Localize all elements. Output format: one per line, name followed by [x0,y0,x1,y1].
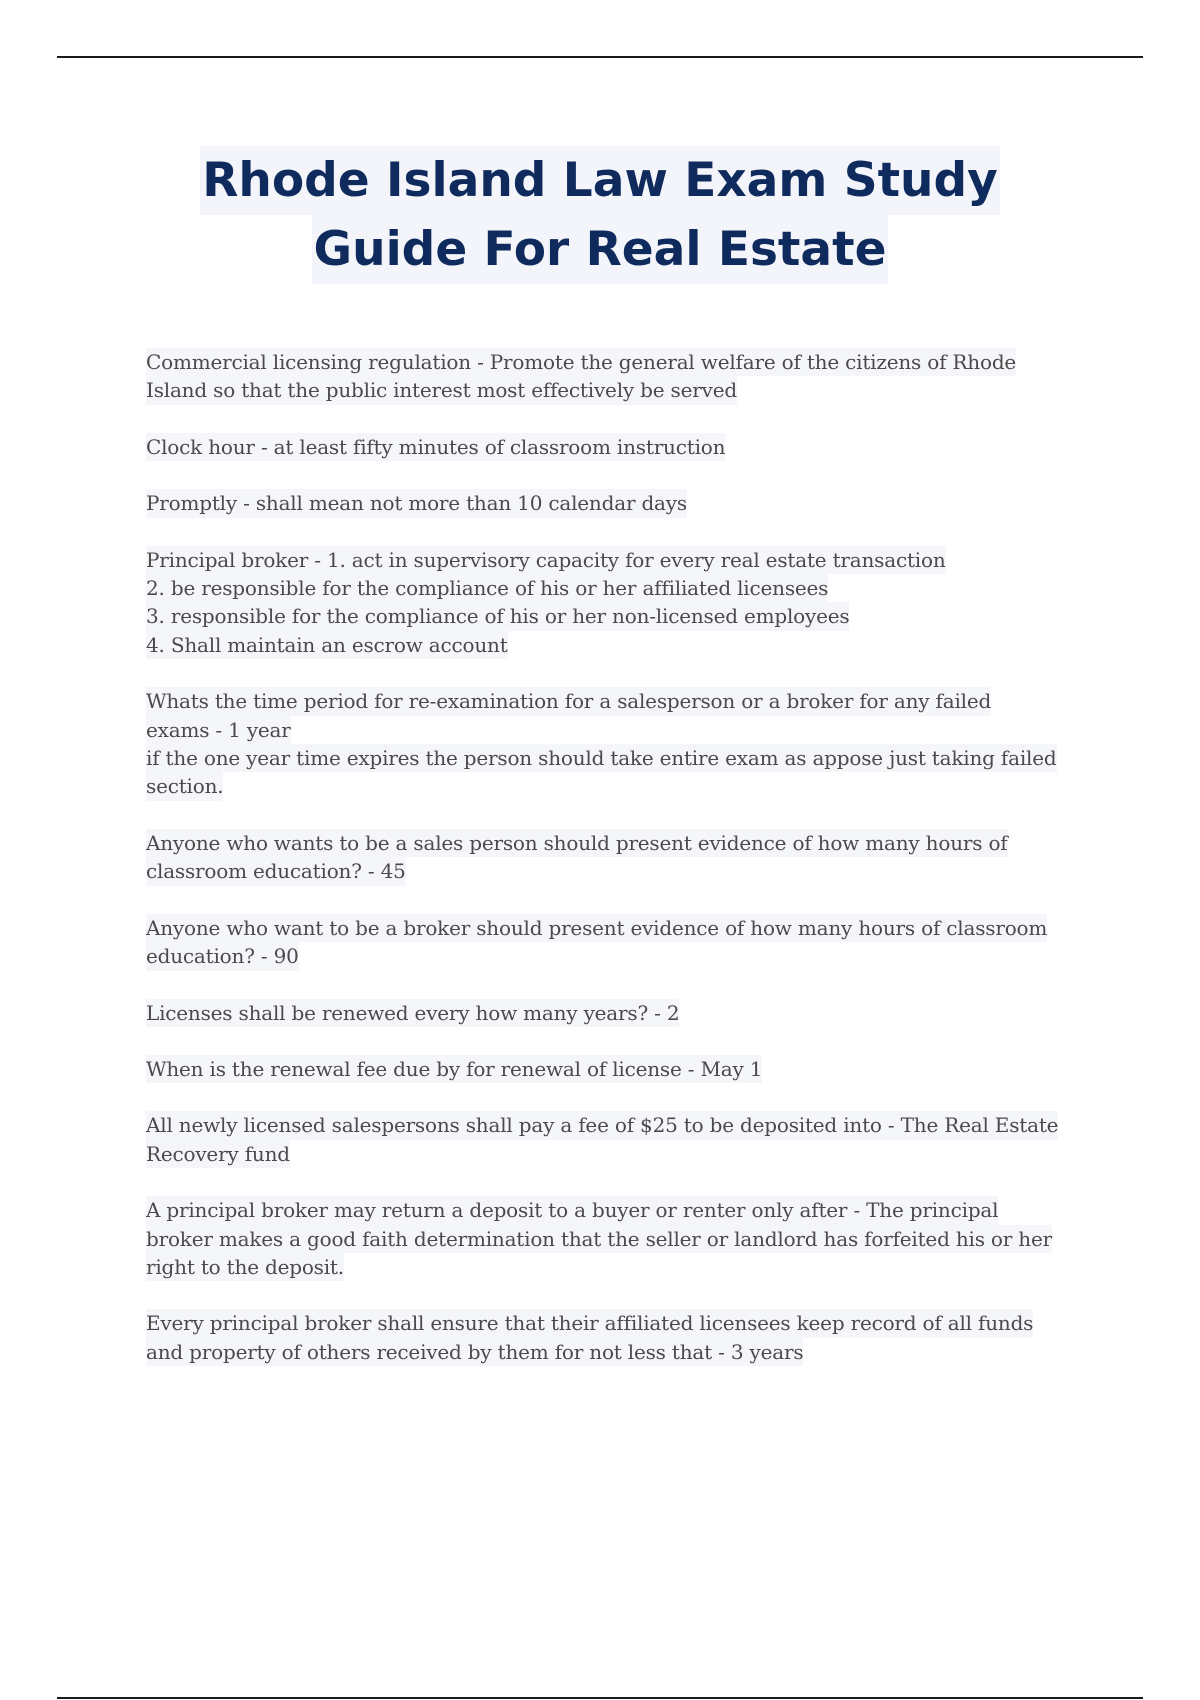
entry-text-line: All newly licensed salespersons shall pay a fee of $25 to be deposited into - The Real Estate [146,1111,1058,1139]
entry-text-line: 3. responsible for the compliance of his or her non-licensed employees [146,602,849,630]
study-entry [146,546,1086,660]
study-entry [146,1055,1086,1083]
entry-text-line: 4. Shall maintain an escrow account [146,631,508,659]
study-entry [146,914,1086,971]
entry-text-line: and property of others received by them for not less that - 3 years [146,1338,803,1366]
entry-text-line: exams - 1 year [146,716,291,744]
study-entry [146,1111,1086,1168]
entry-text-line: education? - 90 [146,942,299,970]
entry-text-line: Anyone who want to be a broker should present evidence of how many hours of classroom [146,914,1047,942]
study-entry [146,1196,1086,1281]
bottom-rule [57,1697,1143,1699]
entry-text-line: if the one year time expires the person should take entire exam as appose just taking failed [146,744,1057,772]
entry-text-line: Licenses shall be renewed every how many years? - 2 [146,999,679,1027]
title-line-2: Guide For Real Estate [312,215,889,284]
study-entry [146,829,1086,886]
entry-text-line: section. [146,772,223,800]
study-entry [146,999,1086,1027]
entry-text-line: right to the deposit. [146,1253,344,1281]
top-rule [57,56,1143,58]
study-entry [146,1309,1086,1366]
study-entry [146,489,1086,517]
entry-text-line: When is the renewal fee due by for renewal of license - May 1 [146,1055,762,1083]
entry-text-line: Clock hour - at least fifty minutes of classroom instruction [146,433,725,461]
document-title [0,146,1200,284]
study-guide-body [146,348,1086,1394]
title-line-1: Rhode Island Law Exam Study [200,146,1000,215]
study-entry [146,687,1086,801]
entry-text-line: classroom education? - 45 [146,857,406,885]
entry-text-line: Anyone who wants to be a sales person should present evidence of how many hours of [146,829,1008,857]
entry-text-line: Every principal broker shall ensure that their affiliated licensees keep record of all funds [146,1309,1033,1337]
entry-text-line: A principal broker may return a deposit to a buyer or renter only after - The principal [146,1196,998,1224]
entry-text-line: Commercial licensing regulation - Promote the general welfare of the citizens of Rhode [146,348,1016,376]
entry-text-line: Island so that the public interest most effectively be served [146,376,737,404]
entry-text-line: 2. be responsible for the compliance of his or her affiliated licensees [146,574,828,602]
entry-text-line: Whats the time period for re-examination for a salesperson or a broker for any failed [146,687,991,715]
entry-text-line: broker makes a good faith determination that the seller or landlord has forfeited his or her [146,1225,1052,1253]
entry-text-line: Principal broker - 1. act in supervisory capacity for every real estate transaction [146,546,946,574]
entry-text-line: Recovery fund [146,1140,290,1168]
study-entry [146,348,1086,405]
entry-text-line: Promptly - shall mean not more than 10 calendar days [146,489,687,517]
study-entry [146,433,1086,461]
